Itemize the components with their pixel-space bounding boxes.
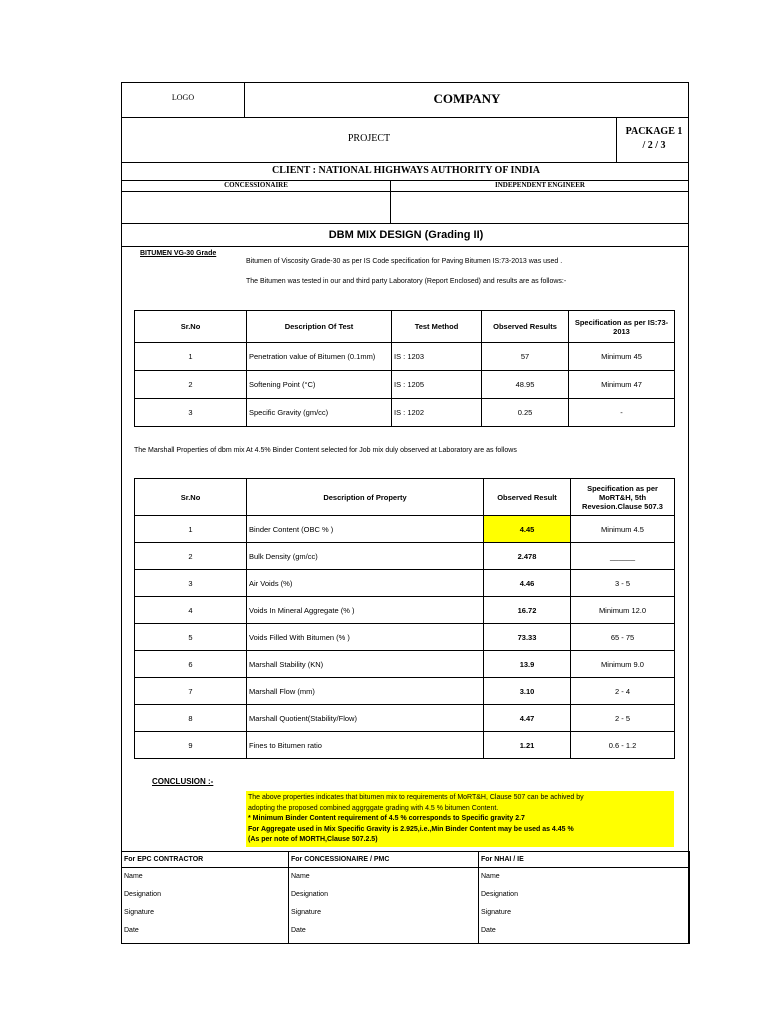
table-row	[135, 678, 675, 705]
t2-cell-spec: ______	[571, 543, 675, 570]
concessionaire-label: CONCESSIONAIRE	[224, 181, 288, 189]
t2-header-spec-line2: MoRT&H, 5th	[598, 492, 647, 502]
conclusion-box	[246, 791, 674, 847]
t2-cell-sr: 9	[135, 732, 247, 759]
conclusion-line-4: For Aggregate used in Mix Specific Gravity is 2.925,i.e.,Min Binder Content may be used as 4.45 %	[248, 825, 574, 833]
t2-cell-observed: 4.46	[484, 570, 571, 597]
t1-header-method: Test Method	[392, 311, 482, 343]
t2-header-spec-line1: Specification as per	[587, 483, 658, 493]
t2-header-srno: Sr.No	[135, 479, 247, 516]
conclusion-line-3: * Minimum Binder Content requirement of 4.5 % corresponds to Specific gravity 2.7	[248, 815, 525, 822]
sig-designation-label: Designation	[124, 891, 161, 898]
table-row	[135, 371, 675, 399]
logo-label: LOGO	[171, 93, 195, 102]
t2-cell-desc: Marshall Stability (KN)	[247, 651, 484, 678]
table-row	[135, 399, 675, 427]
t2-cell-spec: 65 - 75	[571, 624, 675, 651]
t1-cell-observed: 57	[482, 343, 569, 371]
t1-cell-spec: Minimum 45	[569, 343, 675, 371]
document-sheet	[121, 82, 689, 944]
t1-cell-desc: Softening Point (°C)	[247, 371, 392, 399]
t2-cell-observed: 73.33	[484, 624, 571, 651]
project-label: PROJECT	[347, 133, 391, 144]
t2-cell-spec: 3 - 5	[571, 570, 675, 597]
t1-header-spec: Specification as per IS:73-2013	[569, 311, 675, 343]
client-line: CLIENT : NATIONAL HIGHWAYS AUTHORITY OF INDIA	[271, 165, 541, 176]
t2-cell-sr: 7	[135, 678, 247, 705]
table-row	[135, 624, 675, 651]
t2-cell-observed: 4.47	[484, 705, 571, 732]
bitumen-test-table	[134, 310, 675, 427]
t2-cell-spec: 2 - 5	[571, 705, 675, 732]
marshall-properties-table	[134, 478, 675, 759]
t1-cell-method: IS : 1203	[392, 343, 482, 371]
t1-cell-sr: 1	[135, 343, 247, 371]
sig-signature-label: Signature	[124, 909, 154, 916]
t2-cell-desc: Voids Filled With Bitumen (% )	[247, 624, 484, 651]
t1-cell-desc: Penetration value of Bitumen (0.1mm)	[247, 343, 392, 371]
table-row	[135, 543, 675, 570]
sig-header-epc: For EPC CONTRACTOR	[122, 852, 289, 868]
t2-cell-observed: 1.21	[484, 732, 571, 759]
intro-line-2: The Bitumen was tested in our and third party Laboratory (Report Enclosed) and results are as follows:-	[246, 278, 567, 285]
table-row	[135, 343, 675, 371]
t2-cell-sr: 4	[135, 597, 247, 624]
sig-header-concessionaire: For CONCESSIONAIRE / PMC	[289, 852, 479, 868]
t2-cell-desc: Marshall Quotient(Stability/Flow)	[247, 705, 484, 732]
sig-fields-concessionaire	[289, 868, 479, 944]
t2-cell-sr: 3	[135, 570, 247, 597]
sig-date-label: Date	[481, 927, 496, 934]
t2-cell-desc: Air Voids (%)	[247, 570, 484, 597]
t2-cell-spec: 2 - 4	[571, 678, 675, 705]
conclusion-line-2: adopting the proposed combined aggrggate grading with 4.5 % bitumen Content.	[248, 804, 499, 812]
t1-cell-sr: 3	[135, 399, 247, 427]
page-title: DBM MIX DESIGN (Grading II)	[328, 229, 484, 241]
conclusion-line-1: The above properties indicates that bitumen mix to requirements of MoRT&H, Clause 507 can be achived by	[248, 794, 584, 801]
marshall-intro: The Marshall Properties of dbm mix At 4.5% Binder Content selected for Job mix duly observed at Laboratory are as follows	[134, 447, 517, 454]
intro-line-1: Bitumen of Viscosity Grade-30 as per IS Code specification for Paving Bitumen IS:73-2013 was used .	[246, 258, 563, 265]
table-row	[135, 651, 675, 678]
t2-cell-sr: 8	[135, 705, 247, 732]
table-row	[135, 570, 675, 597]
t2-cell-desc: Fines to Bitumen ratio	[247, 732, 484, 759]
t1-header-observed: Observed Results	[482, 311, 569, 343]
t2-cell-sr: 1	[135, 516, 247, 543]
sig-designation-label: Designation	[481, 891, 518, 898]
t2-cell-desc: Marshall Flow (mm)	[247, 678, 484, 705]
t1-header-srno: Sr.No	[135, 311, 247, 343]
t2-cell-observed: 2.478	[484, 543, 571, 570]
sig-date-label: Date	[291, 927, 306, 934]
t1-cell-sr: 2	[135, 371, 247, 399]
t2-header-spec-line3: Revesion.Clause 507.3	[582, 501, 663, 511]
t2-cell-spec: 0.6 - 1.2	[571, 732, 675, 759]
company-name: COMPANY	[433, 91, 501, 106]
table-row	[135, 597, 675, 624]
t1-cell-observed: 48.95	[482, 371, 569, 399]
t1-header-desc: Description Of Test	[247, 311, 392, 343]
t2-cell-observed: 16.72	[484, 597, 571, 624]
t1-cell-method: IS : 1202	[392, 399, 482, 427]
t2-header-observed: Observed Result	[484, 479, 571, 516]
t2-cell-observed-highlight: 4.45	[484, 516, 571, 543]
table-row	[135, 732, 675, 759]
t2-cell-desc: Voids In Mineral Aggregate (% )	[247, 597, 484, 624]
signature-table	[121, 851, 690, 944]
sig-fields-epc	[122, 868, 289, 944]
independent-engineer-label: INDEPENDENT ENGINEER	[495, 181, 585, 189]
t1-cell-method: IS : 1205	[392, 371, 482, 399]
sig-name-label: Name	[291, 873, 310, 880]
t2-header-spec	[571, 479, 675, 516]
table-row	[135, 516, 675, 543]
t2-cell-sr: 2	[135, 543, 247, 570]
t1-cell-desc: Specific Gravity (gm/cc)	[247, 399, 392, 427]
package-line2: / 2 / 3	[642, 140, 666, 151]
t2-cell-spec: Minimum 4.5	[571, 516, 675, 543]
sig-header-nhai: For NHAI / IE	[479, 852, 690, 868]
sig-signature-label: Signature	[481, 909, 511, 916]
t2-cell-desc: Bulk Density (gm/cc)	[247, 543, 484, 570]
sig-designation-label: Designation	[291, 891, 328, 898]
t2-cell-desc: Binder Content (OBC % )	[247, 516, 484, 543]
conclusion-label: CONCLUSION :-	[152, 777, 214, 786]
t2-cell-sr: 5	[135, 624, 247, 651]
t2-cell-spec: Minimum 9.0	[571, 651, 675, 678]
sig-fields-nhai	[479, 868, 690, 944]
t2-cell-spec: Minimum 12.0	[571, 597, 675, 624]
t2-header-desc: Description of Property	[247, 479, 484, 516]
sig-name-label: Name	[481, 873, 500, 880]
conclusion-line-5: (As per note of MORTH,Clause 507.2.5)	[248, 836, 378, 843]
t2-cell-observed: 13.9	[484, 651, 571, 678]
sig-signature-label: Signature	[291, 909, 321, 916]
t1-cell-observed: 0.25	[482, 399, 569, 427]
t2-cell-sr: 6	[135, 651, 247, 678]
package-line1: PACKAGE 1	[625, 126, 683, 137]
t1-cell-spec: Minimum 47	[569, 371, 675, 399]
t2-cell-observed: 3.10	[484, 678, 571, 705]
table-row	[135, 705, 675, 732]
sig-name-label: Name	[124, 873, 143, 880]
t1-cell-spec: -	[569, 399, 675, 427]
bitumen-grade-label: BITUMEN VG-30 Grade	[140, 250, 217, 257]
sig-date-label: Date	[124, 927, 139, 934]
